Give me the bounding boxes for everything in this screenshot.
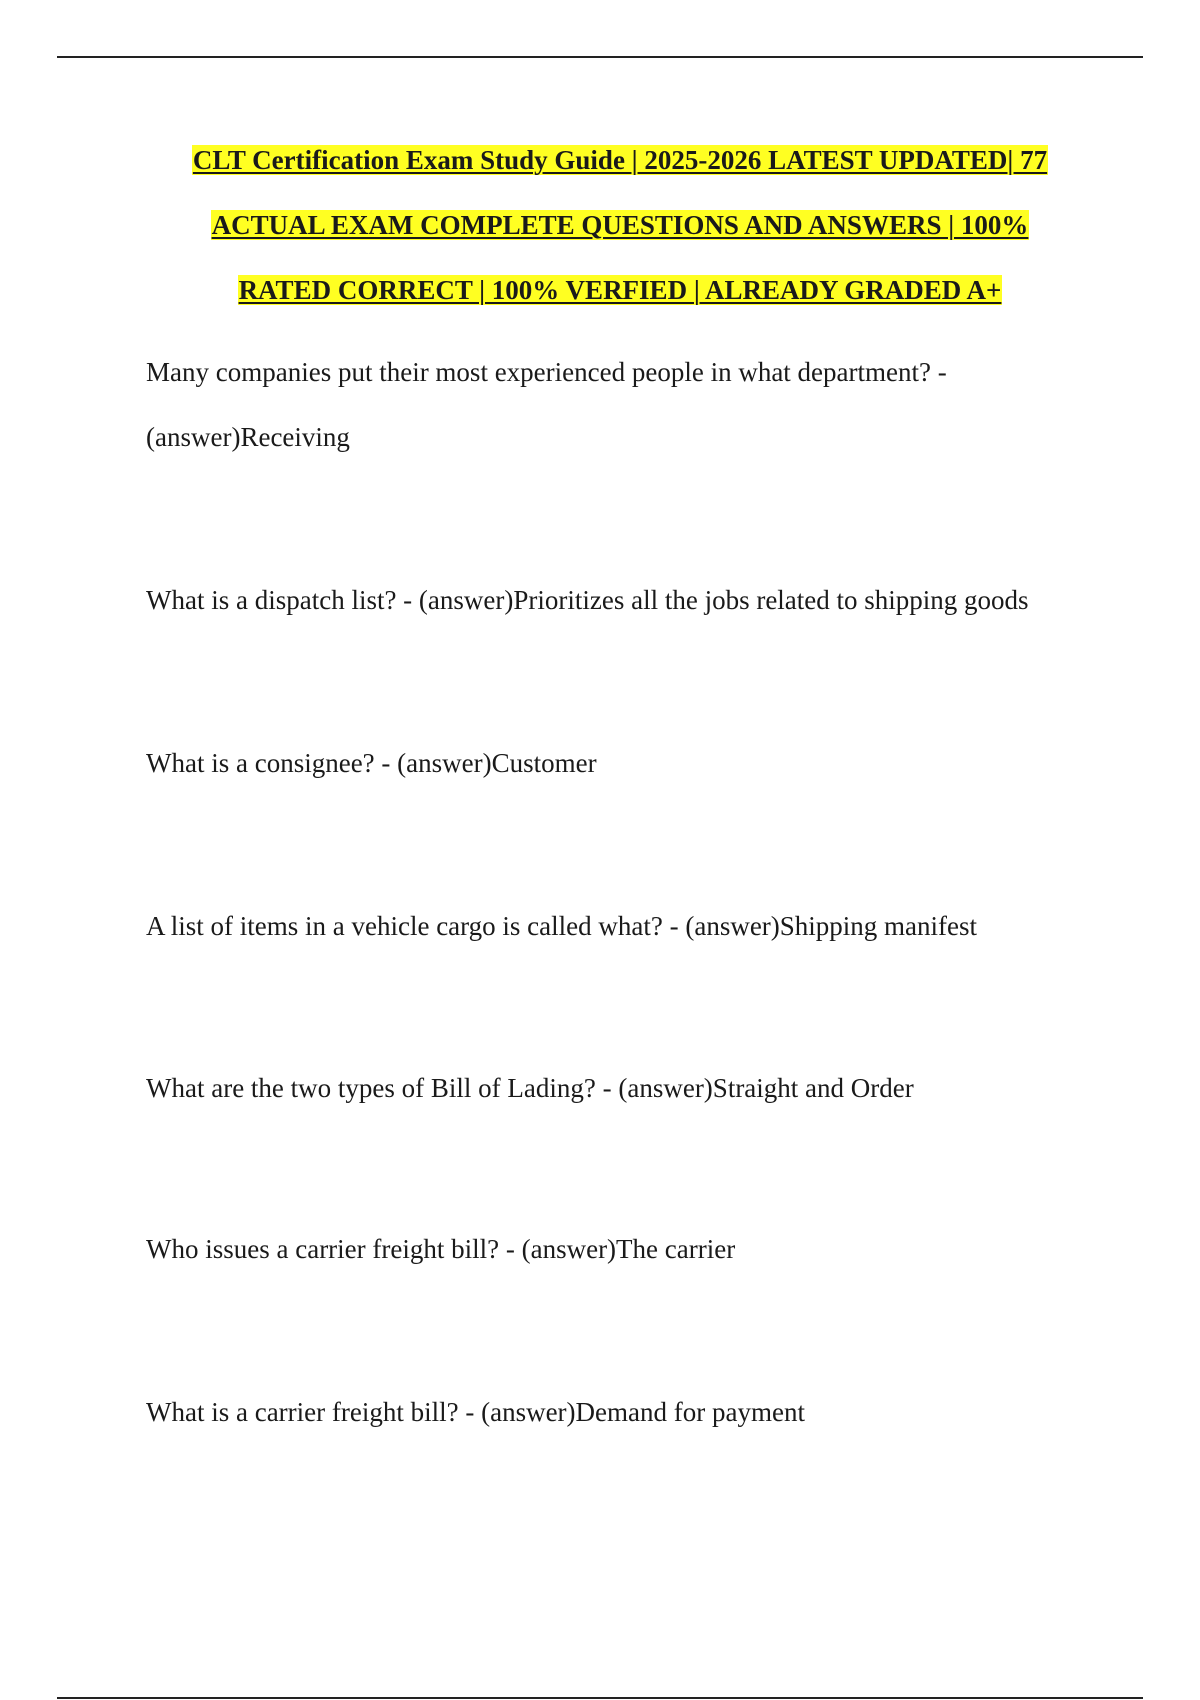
bottom-divider (57, 1697, 1143, 1699)
qa-item-freight-bill-issuer (146, 1217, 1086, 1282)
title-line-3: RATED CORRECT | 100% VERFIED | ALREADY GRADED A+ (238, 275, 1002, 305)
qa-item-receiving (146, 340, 1086, 470)
title-line-1: CLT Certification Exam Study Guide | 2025-2026 LATEST UPDATED| 77 (192, 145, 1048, 175)
qa-answer-line: (answer)Receiving (146, 422, 350, 452)
qa-question-line: Many companies put their most experienced people in what department? - (146, 357, 947, 387)
qa-item-shipping-manifest (146, 894, 1086, 959)
qa-line: What are the two types of Bill of Lading? - (answer)Straight and Order (146, 1073, 914, 1103)
qa-line: A list of items in a vehicle cargo is called what? - (answer)Shipping manifest (146, 911, 978, 941)
title-line-2: ACTUAL EXAM COMPLETE QUESTIONS AND ANSWERS | 100% (211, 210, 1029, 240)
qa-line: What is a dispatch list? - (answer)Prioritizes all the jobs related to shipping goods (146, 585, 1029, 615)
qa-item-freight-bill-definition (146, 1380, 1086, 1445)
top-divider (57, 56, 1143, 58)
qa-line: What is a carrier freight bill? - (answer)Demand for payment (146, 1397, 805, 1427)
qa-line: Who issues a carrier freight bill? - (answer)The carrier (146, 1234, 736, 1264)
qa-item-dispatch-list (146, 568, 1086, 633)
qa-item-bill-of-lading (146, 1056, 1086, 1121)
qa-item-consignee (146, 731, 1086, 796)
document-title (120, 128, 1120, 323)
qa-line: What is a consignee? - (answer)Customer (146, 748, 597, 778)
